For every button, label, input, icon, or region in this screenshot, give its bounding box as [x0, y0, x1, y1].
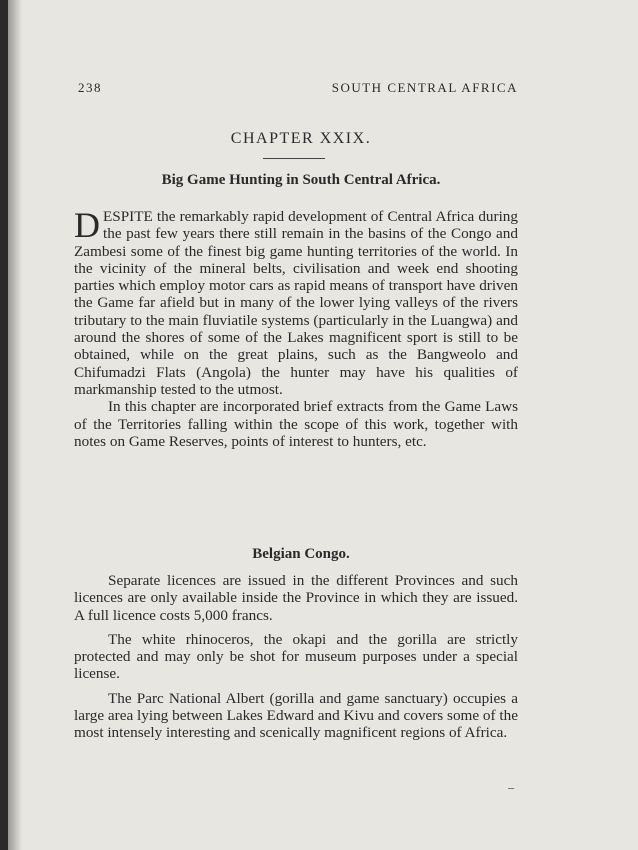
chapter-title: CHAPTER XXIX.	[230, 130, 372, 147]
intro-text	[74, 205, 518, 450]
running-title: SOUTH CENTRAL AFRICA	[331, 80, 518, 95]
belgian-congo-paragraph-1: Separate licences are issued in the different Provinces and such licences are only available inside the Province in which they are issued. A full licence costs 5,000 francs.	[74, 572, 518, 624]
drop-cap: D	[74, 205, 100, 245]
section-heading-belgian-congo: Belgian Congo.	[252, 546, 350, 562]
book-page	[8, 0, 638, 850]
intro-paragraph-2: In this chapter are incorporated brief extracts from the Game Laws of the Territories falling within the scope of this work, together with notes on Game Reserves, points of interest to hunters, etc.	[74, 398, 518, 450]
chapter-subtitle: Big Game Hunting in South Central Africa.	[161, 172, 441, 188]
intro-paragraph-1-text: ESPITE the remarkably rapid development of Central Africa during the past few years there still remain in the basins of the Congo and Zambesi some of the finest big game hunting territories of the world. In the vicinity of the mineral belts, civilisation and week end shooting parties which employ motor cars as rapid means of transport have driven the Game far afield but in many of the lower lying valleys of the rivers tributary to the main fluviatile systems (particularly in the Luangwa) and around the shores of some of the Lakes magnificent sport is still to be obtained, while on the great plains, such as the Bangweolo and Chifumadzi Flats (Angola) the hunter may have his qualities of markmanship tested to the utmost.	[74, 208, 518, 398]
title-rule	[263, 158, 325, 159]
page-mark: –	[508, 780, 514, 794]
belgian-congo-text	[74, 572, 518, 742]
belgian-congo-paragraph-3: The Parc National Albert (gorilla and game sanctuary) occupies a large area lying between Lakes Edward and Kivu and covers some of the most intensely interesting and scenically magnificent regions of Africa.	[74, 689, 518, 742]
belgian-congo-paragraph-2: The white rhinoceros, the okapi and the gorilla are strictly protected and may only be shot for museum purposes under a special license.	[74, 630, 518, 683]
spine-shadow	[8, 0, 22, 850]
page-number: 238	[78, 80, 102, 95]
intro-paragraph-1	[74, 205, 518, 398]
